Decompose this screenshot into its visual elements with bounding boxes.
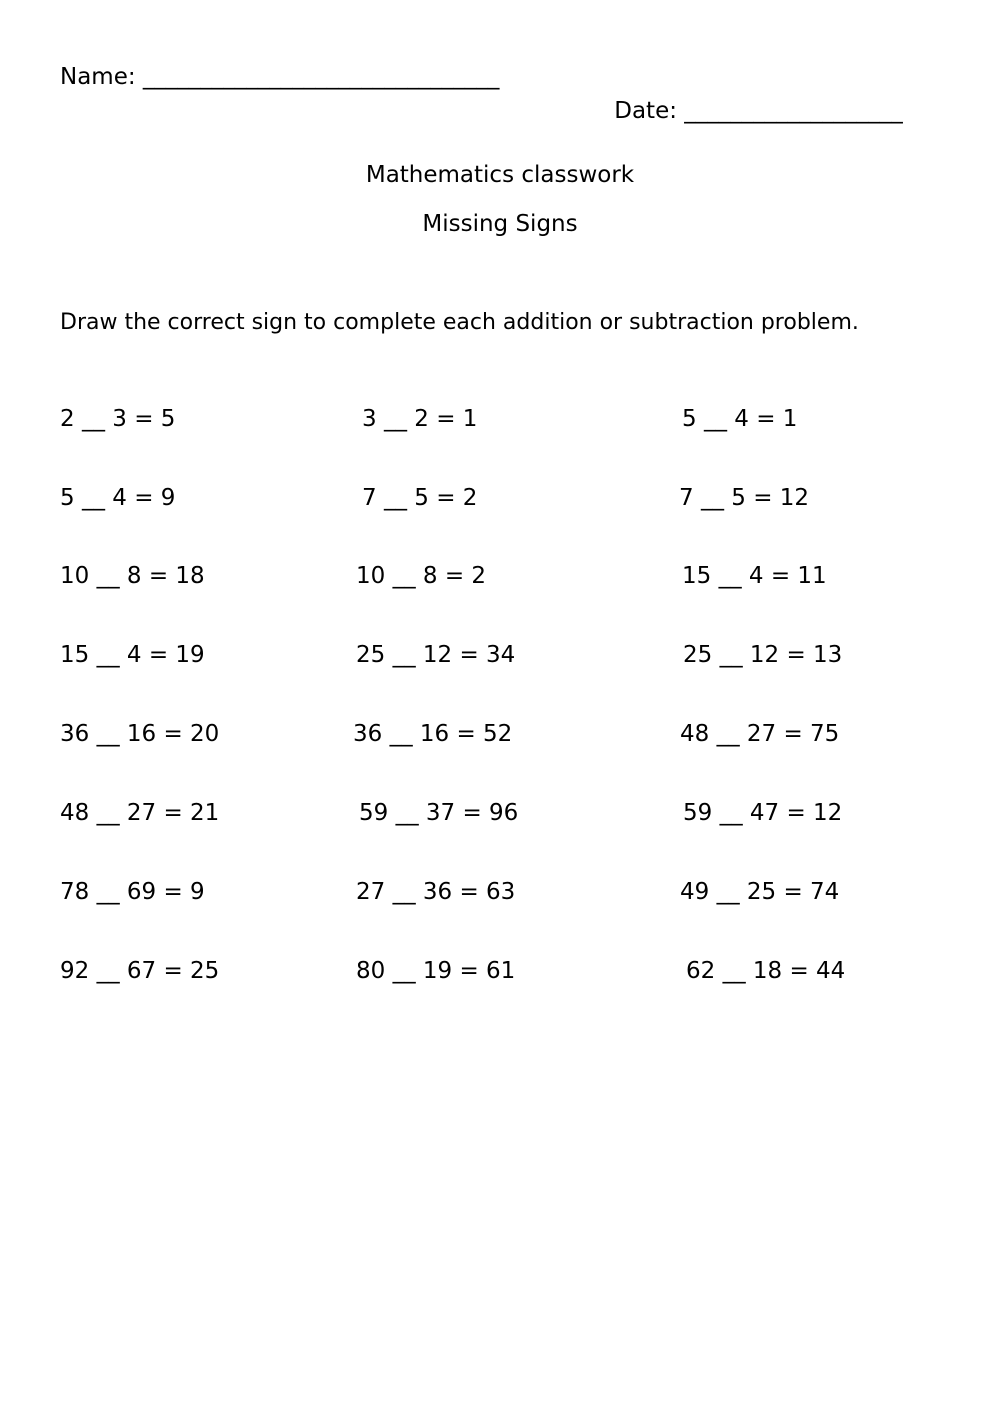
- problem-item[interactable]: 62 __ 18 = 44: [686, 958, 846, 984]
- problem-item[interactable]: 3 __ 2 = 1: [362, 406, 478, 432]
- problem-item[interactable]: 7 __ 5 = 2: [362, 485, 478, 511]
- problem-item[interactable]: 27 __ 36 = 63: [356, 879, 516, 905]
- problem-item[interactable]: 48 __ 27 = 21: [60, 800, 220, 826]
- problem-item[interactable]: 59 __ 47 = 12: [683, 800, 843, 826]
- problem-item[interactable]: 49 __ 25 = 74: [680, 879, 840, 905]
- worksheet-title: Mathematics classwork: [365, 162, 635, 188]
- problem-item[interactable]: 25 __ 12 = 34: [356, 642, 516, 668]
- date-label: Date: ___________________: [614, 98, 903, 124]
- problem-item[interactable]: 10 __ 8 = 18: [60, 563, 205, 589]
- problem-item[interactable]: 5 __ 4 = 1: [682, 406, 798, 432]
- problem-item[interactable]: 78 __ 69 = 9: [60, 879, 205, 905]
- problem-item[interactable]: 59 __ 37 = 96: [359, 800, 519, 826]
- problem-item[interactable]: 36 __ 16 = 52: [353, 721, 513, 747]
- problem-item[interactable]: 48 __ 27 = 75: [680, 721, 840, 747]
- problem-item[interactable]: 36 __ 16 = 20: [60, 721, 220, 747]
- problem-item[interactable]: 80 __ 19 = 61: [356, 958, 516, 984]
- date-field[interactable]: [585, 60, 903, 162]
- problem-item[interactable]: 25 __ 12 = 13: [683, 642, 843, 668]
- problem-item[interactable]: 5 __ 4 = 9: [60, 485, 176, 511]
- problem-item[interactable]: 92 __ 67 = 25: [60, 958, 220, 984]
- name-label: Name: _______________________________: [60, 64, 500, 90]
- name-field[interactable]: [60, 60, 499, 94]
- problem-item[interactable]: 15 __ 4 = 19: [60, 642, 205, 668]
- problem-item[interactable]: 15 __ 4 = 11: [682, 563, 827, 589]
- problem-item[interactable]: 2 __ 3 = 5: [60, 406, 176, 432]
- problem-item[interactable]: 10 __ 8 = 2: [356, 563, 487, 589]
- problem-item[interactable]: 7 __ 5 = 12: [679, 485, 810, 511]
- worksheet-subtitle: Missing Signs: [422, 211, 578, 237]
- instructions-text: Draw the correct sign to complete each addition or subtraction problem.: [60, 310, 859, 335]
